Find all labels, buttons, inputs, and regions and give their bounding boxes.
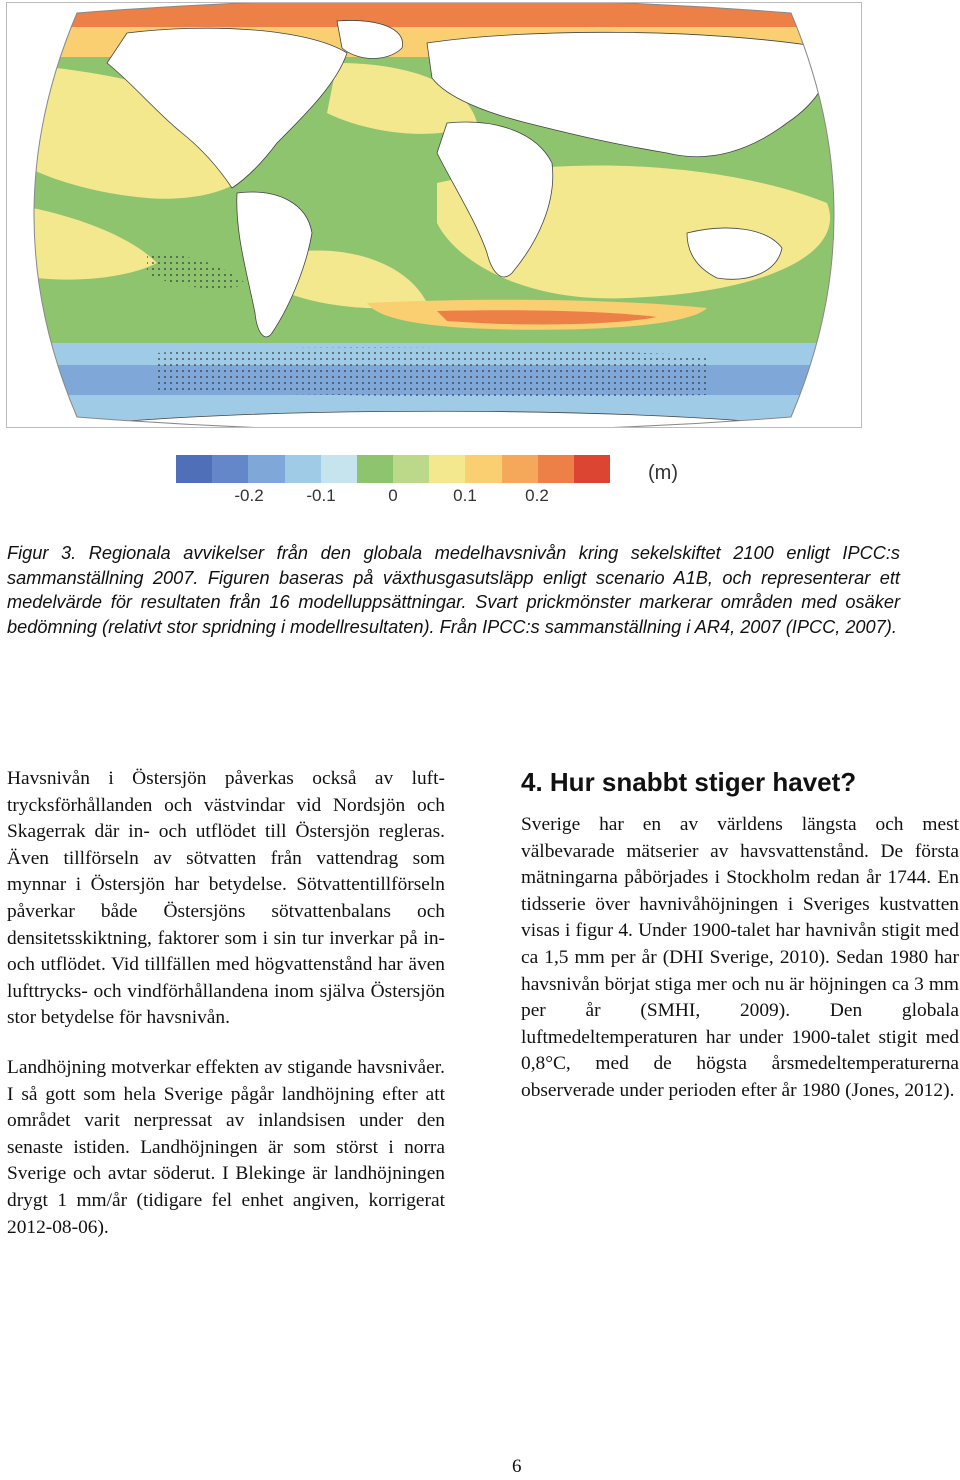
colorbar-swatch: [393, 455, 429, 483]
figure-caption: Figur 3. Regionala avvikelser från den globala medelhavsnivån kring sekelskiftet 2100 enligt IPCC:s sammanställning 2007. Figuren baseras på växthusgasutsläpp enligt scenario A1B, och representerar ett medelvärde för resultaten från 16 modelluppsättningar. Svart prickmönster markerar områden med osäker bedömning (relativt stor spridning i modellresultaten). Från IPCC:s sammanställning i AR4, 2007 (IPCC, 2007).: [7, 543, 900, 637]
sea-level-map: [6, 2, 862, 428]
left-paragraph-2: Landhöjning motverkar effekten av stigande havsnivåer. I så gott som hela Sverige pågår landhöjning efter att området varit nerpressat av inlandsisen under den senaste istiden. Landhöjningen är som störst i norra Sverige och avtar söderut. I Blekinge är landhöjningen drygt 1 mm/år (tidigare fel enhet angiven, korrigerat 2012-08-06).: [7, 1056, 445, 1238]
colorbar-tick: 0: [388, 486, 398, 505]
colorbar: [176, 455, 610, 483]
colorbar-swatch: [357, 455, 393, 483]
colorbar-swatch: [285, 455, 321, 483]
colorbar-swatch: [465, 455, 501, 483]
colorbar-tick: -0.2: [234, 486, 264, 505]
right-column: [521, 812, 959, 1105]
colorbar-unit: (m): [648, 462, 678, 484]
left-paragraph-1: Havsnivån i Östersjön påverkas också av lufttrycksförhållanden och västvindar vid Nordsjön och Skagerrak där in- och utflödet till Östersjön regleras. Även tillförseln av sötvatten från vattendrag som mynnar i Östersjön har betydelse. Sötvattentillförseln påverkar både Östersjöns sötvattenbalans och densitetsskiktning, faktorer som i sin tur inverkar på in- och utflödet. Vid tillfällen med högvattenstånd har även lufttrycks- och vindförhållandena inom själva Östersjön stor betydelse för havsnivån.: [7, 768, 445, 1029]
page-number: 6: [512, 1456, 522, 1477]
left-column: [7, 766, 445, 1241]
colorbar-swatch: [574, 455, 610, 483]
section-heading: 4. Hur snabbt stiger havet?: [521, 767, 857, 797]
colorbar-swatch: [176, 455, 212, 483]
colorbar-swatch: [502, 455, 538, 483]
colorbar-swatch: [248, 455, 284, 483]
colorbar-swatch: [538, 455, 574, 483]
colorbar-swatch: [321, 455, 357, 483]
colorbar-swatch: [429, 455, 465, 483]
colorbar-tick: 0.1: [453, 486, 477, 505]
colorbar-tick: -0.1: [306, 486, 336, 505]
colorbar-tick: 0.2: [525, 486, 549, 505]
sea-level-map-graphic: [7, 3, 861, 427]
map-body: [7, 3, 861, 427]
uncertainty-stipple: [157, 347, 707, 396]
colorbar-swatch: [212, 455, 248, 483]
right-paragraph: Sverige har en av världens längsta och mest välbevarade mätserier av havsvattenstånd. De första mätningarna påbörjades i Stockholm redan år 1744. En tidsserie över havnivåhöjningen i Sveriges kustvatten visas i figur 4. Under 1900-talet har havnivån stigit med ca 1,5 mm per år (DHI Sverige, 2010). Sedan 1980 har havsnivån börjat stiga mer och nu är höjningen ca 3 mm per år (SMHI, 2009). Den globala luftmedeltemperaturen har under 1900-talet stigit med 0,8°C, med de högsta årsmedeltemperaturerna observerade under perioden efter år 1980 (Jones, 2012).: [521, 814, 959, 1101]
